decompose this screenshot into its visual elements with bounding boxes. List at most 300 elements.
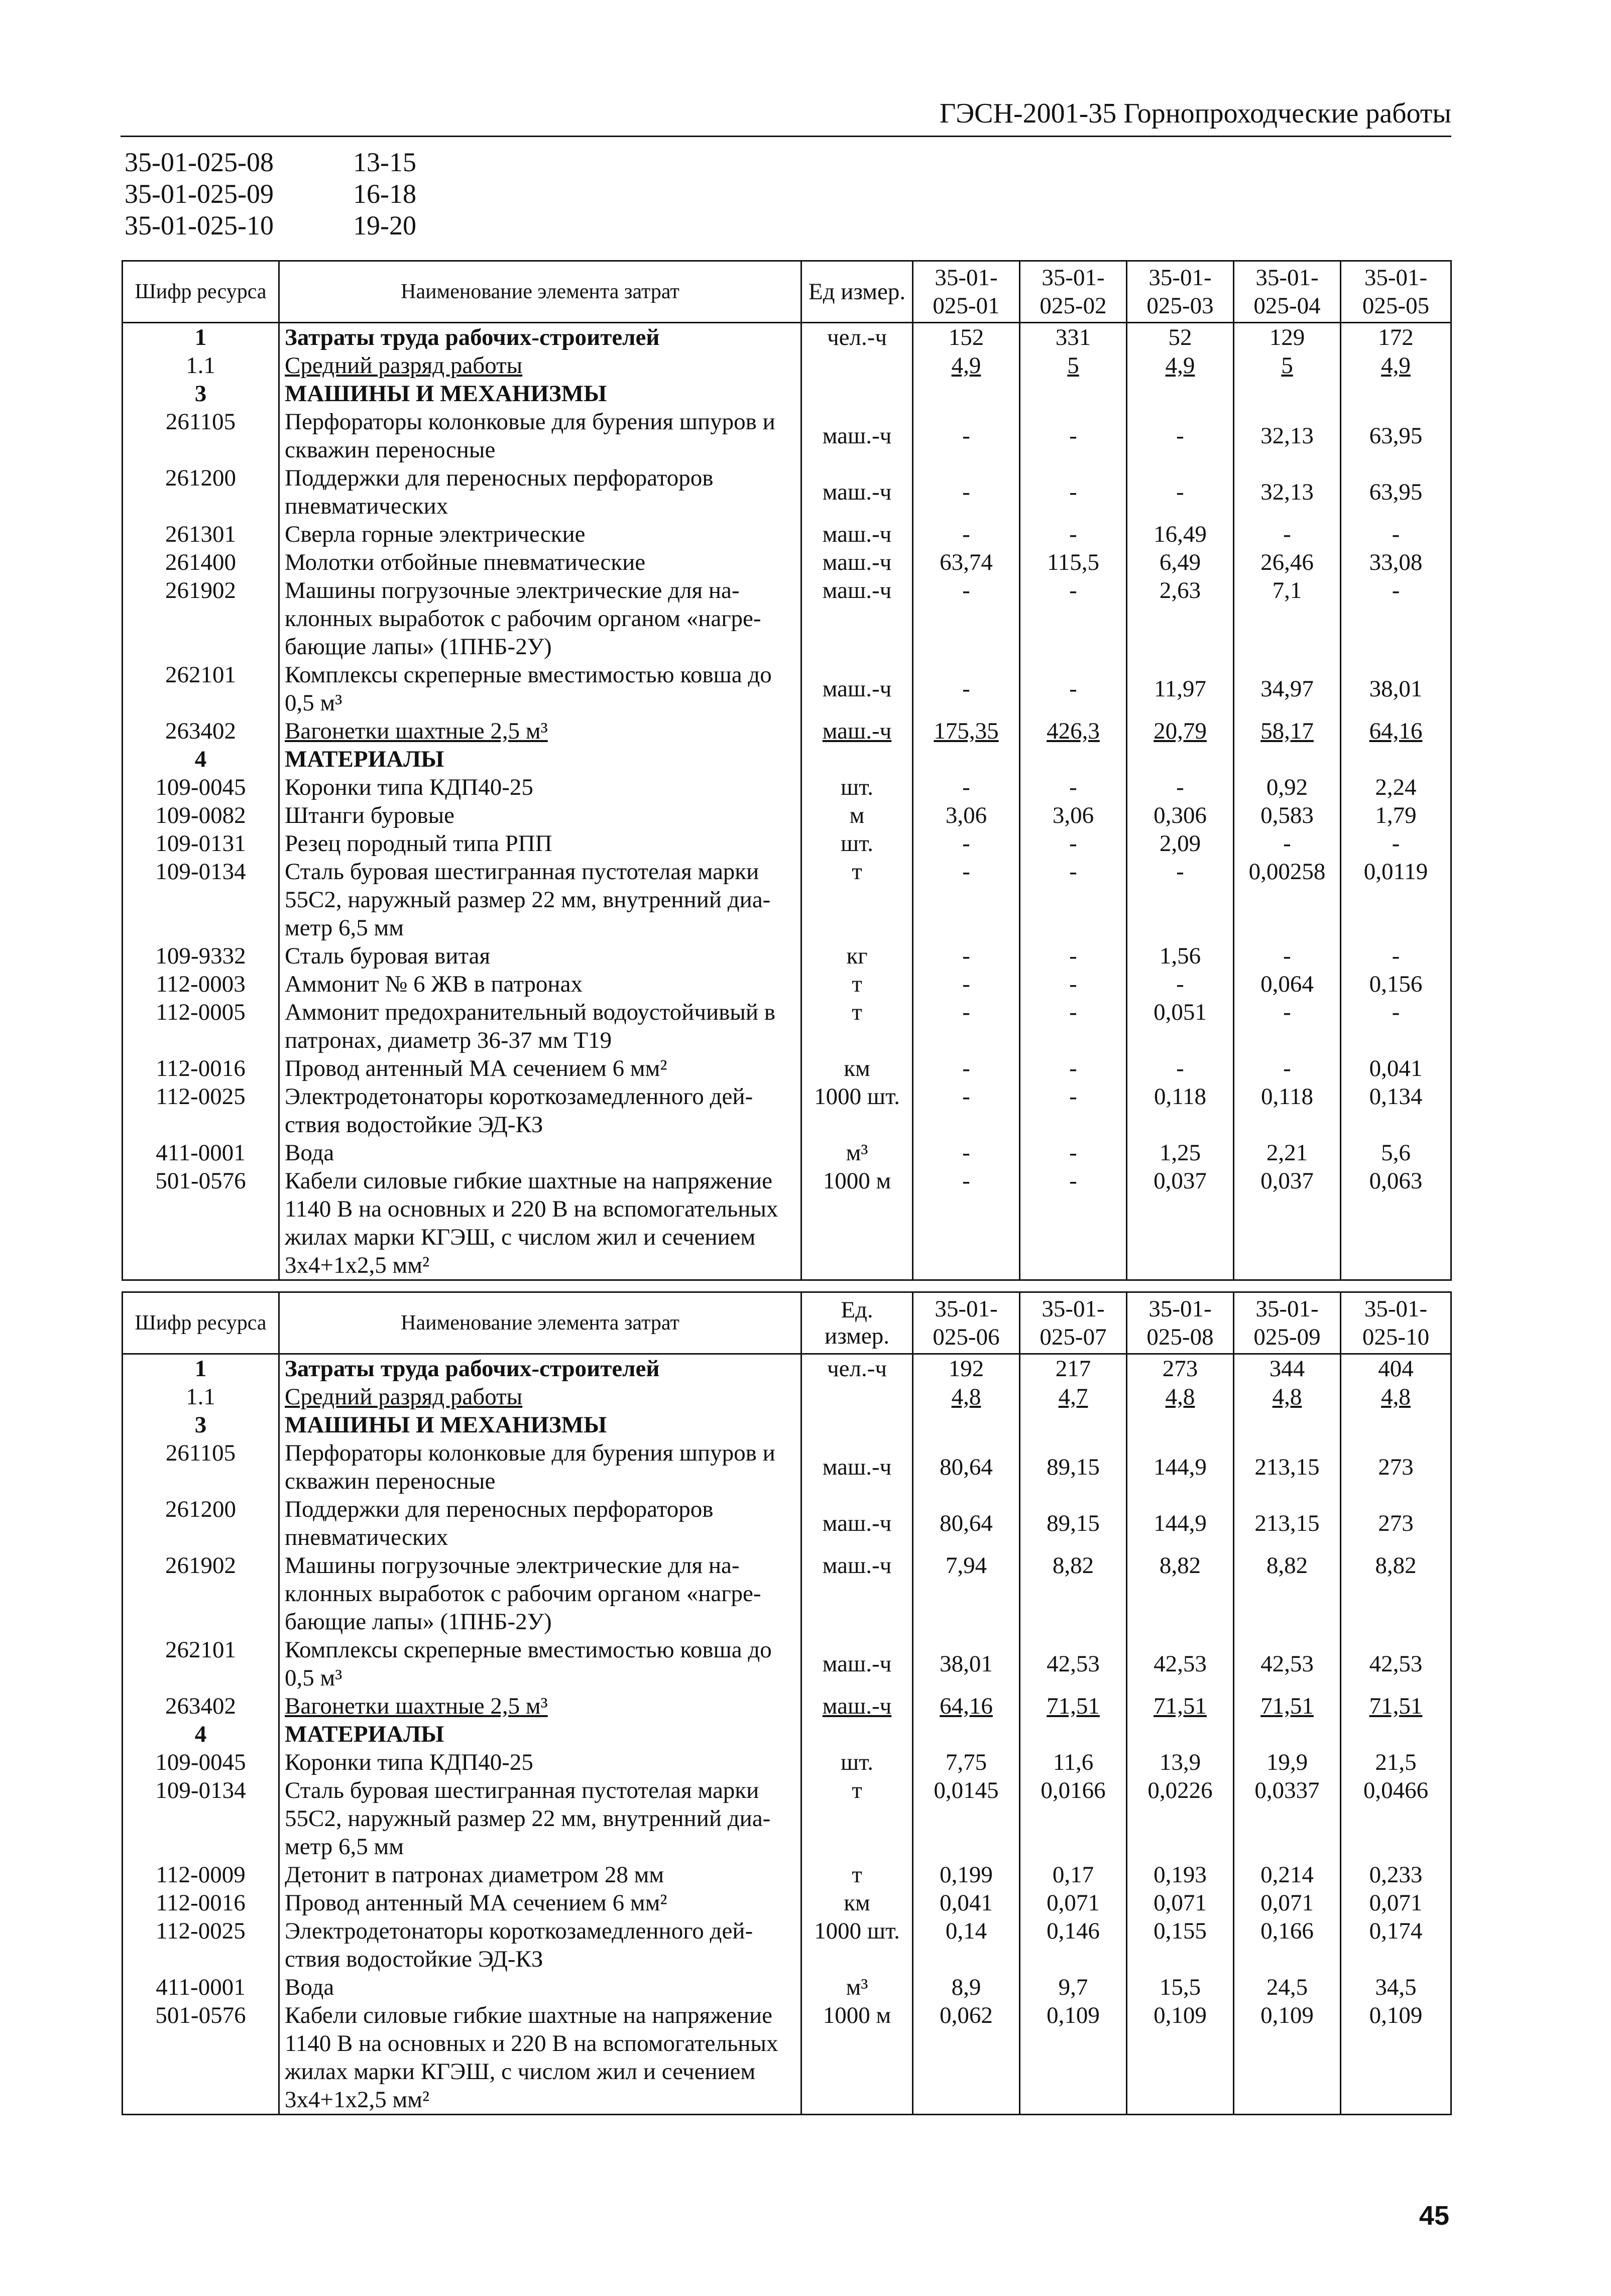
resource-name-line: ствия водостойкие ЭД-КЗ: [285, 1946, 543, 1972]
value-cell: [1020, 1720, 1127, 1748]
value-cell: -: [913, 858, 1020, 942]
value-cell: 273: [1341, 1439, 1451, 1495]
resource-code: 263402: [123, 717, 279, 745]
resource-name-line: метр 6,5 мм: [285, 915, 404, 941]
resource-name-line: патронах, диаметр 36-37 мм Т19: [285, 1027, 612, 1053]
value-cell: 4,8: [1234, 1383, 1341, 1411]
table-row: [123, 801, 1451, 829]
value-cell: 19,9: [1234, 1748, 1341, 1776]
resource-code: 109-9332: [123, 942, 279, 970]
resource-name: [279, 745, 801, 773]
value-cell: [1020, 1411, 1127, 1439]
resource-name-line: Аммонит № 6 ЖВ в патронах: [285, 971, 583, 997]
value-cell: -: [1020, 998, 1127, 1054]
resource-name: [279, 1776, 801, 1861]
value-cell: -: [913, 1167, 1020, 1280]
value-cell: 0,071: [1341, 1889, 1451, 1917]
value-cell: -: [913, 520, 1020, 548]
table-row: [123, 2001, 1451, 2115]
value-cell: 5,6: [1341, 1139, 1451, 1167]
value-cell: 273: [1127, 1354, 1234, 1383]
value-cell: 80,64: [913, 1439, 1020, 1495]
unit-cell: [801, 1383, 913, 1411]
resource-name: [279, 998, 801, 1054]
value-cell: -: [1020, 520, 1127, 548]
value-cell: -: [1020, 858, 1127, 942]
value-cell: 0,92: [1234, 773, 1341, 801]
value-cell: 0,109: [1020, 2001, 1127, 2115]
value-cell: 3,06: [1020, 801, 1127, 829]
resource-code: 1: [123, 323, 279, 352]
value-cell: 0,109: [1234, 2001, 1341, 2115]
unit-cell: маш.-ч: [801, 548, 913, 576]
value-cell: 26,46: [1234, 548, 1341, 576]
value-cell: 8,82: [1234, 1551, 1341, 1636]
header-code: Шифр ресурса: [123, 1292, 279, 1354]
value-cell: 0,199: [913, 1861, 1020, 1889]
resource-name-line: Электродетонаторы короткозамедленного дей-: [285, 1918, 753, 1944]
resource-name-line: Машины погрузочные электрические для на-: [285, 577, 740, 603]
value-cell: -: [1234, 829, 1341, 858]
value-cell: 331: [1020, 323, 1127, 352]
value-cell: 0,306: [1127, 801, 1234, 829]
resource-name-line: 0,5 м³: [285, 690, 342, 716]
resource-name-line: Перфораторы колонковые для бурения шпуров и: [285, 409, 775, 435]
resource-name: [279, 1354, 801, 1383]
table-row: [123, 408, 1451, 464]
table-row: [123, 1692, 1451, 1720]
resource-name: [279, 1551, 801, 1636]
value-cell: 42,53: [1127, 1636, 1234, 1692]
reference-row: [125, 210, 416, 241]
resource-code: 112-0005: [123, 998, 279, 1054]
value-cell: 273: [1341, 1495, 1451, 1551]
value-cell: -: [1341, 998, 1451, 1054]
value-cell: 0,041: [913, 1889, 1020, 1917]
unit-cell: маш.-ч: [801, 1495, 913, 1551]
unit-cell: т: [801, 970, 913, 998]
header-code: Шифр ресурса: [123, 261, 279, 323]
unit-cell: маш.-ч: [801, 1551, 913, 1636]
resource-name: [279, 1082, 801, 1139]
value-cell: 16,49: [1127, 520, 1234, 548]
resource-name-line: Сталь буровая витая: [285, 943, 491, 969]
value-cell: -: [1020, 1082, 1127, 1139]
resource-table-1: [122, 260, 1452, 1281]
value-cell: -: [913, 773, 1020, 801]
value-cell: 0,062: [913, 2001, 1020, 2115]
header-title: ГЭСН-2001-35 Горнопроходческие работы: [939, 98, 1451, 129]
resource-code: 109-0134: [123, 858, 279, 942]
resource-code: 1.1: [123, 1383, 279, 1411]
value-cell: 63,95: [1341, 408, 1451, 464]
resource-name-line: пневматических: [285, 493, 448, 519]
resource-code: 3: [123, 1411, 279, 1439]
value-cell: 0,14: [913, 1917, 1020, 1973]
resource-name-line: Перфораторы колонковые для бурения шпуров и: [285, 1440, 775, 1466]
value-cell: -: [913, 998, 1020, 1054]
resource-name-line: жилах марки КГЭШ, с числом жил и сечением: [285, 1224, 756, 1250]
value-cell: [1234, 1720, 1341, 1748]
resource-name-line: Вагонетки шахтные 2,5 м³: [285, 718, 548, 744]
table-row: [123, 1139, 1451, 1167]
table-row: [123, 1354, 1451, 1383]
value-cell: 71,51: [1020, 1692, 1127, 1720]
unit-cell: маш.-ч: [801, 661, 913, 717]
table-row: [123, 1495, 1451, 1551]
table-body: [123, 323, 1451, 1280]
unit-cell: [801, 745, 913, 773]
resource-name-line: Сталь буровая шестигранная пустотелая марки: [285, 859, 759, 885]
reference-row: [125, 178, 416, 210]
resource-name: [279, 801, 801, 829]
header-col-2: 35-01- 025-02: [1020, 261, 1127, 323]
value-cell: [1341, 380, 1451, 408]
value-cell: [913, 745, 1020, 773]
resource-code: 261902: [123, 1551, 279, 1636]
value-cell: -: [1127, 408, 1234, 464]
resource-name-line: Коронки типа КДП40-25: [285, 774, 533, 800]
resource-name-line: Затраты труда рабочих-строителей: [285, 1356, 660, 1382]
unit-cell: чел.-ч: [801, 323, 913, 352]
table-row: [123, 1861, 1451, 1889]
table-row: [123, 1917, 1451, 1973]
value-cell: 8,82: [1341, 1551, 1451, 1636]
table-row: [123, 773, 1451, 801]
value-cell: 2,09: [1127, 829, 1234, 858]
resource-name: [279, 1973, 801, 2001]
value-cell: 0,233: [1341, 1861, 1451, 1889]
value-cell: 71,51: [1234, 1692, 1341, 1720]
resource-name: [279, 1167, 801, 1280]
value-cell: 34,5: [1341, 1973, 1451, 2001]
table-row: [123, 998, 1451, 1054]
reference-code: 35-01-025-08: [125, 147, 274, 177]
table-row: [123, 1973, 1451, 2001]
value-cell: -: [913, 576, 1020, 661]
value-cell: 2,24: [1341, 773, 1451, 801]
header-name: Наименование элемента затрат: [279, 261, 801, 323]
table-row: [123, 464, 1451, 520]
value-cell: 71,51: [1341, 1692, 1451, 1720]
table-row: [123, 1411, 1451, 1439]
value-cell: -: [1020, 408, 1127, 464]
value-cell: [913, 1411, 1020, 1439]
value-cell: 0,051: [1127, 998, 1234, 1054]
value-cell: 213,15: [1234, 1439, 1341, 1495]
value-cell: 13,9: [1127, 1748, 1234, 1776]
table-row: [123, 323, 1451, 352]
table-row: [123, 717, 1451, 745]
value-cell: [913, 380, 1020, 408]
value-cell: 4,8: [1341, 1383, 1451, 1411]
table-row: [123, 970, 1451, 998]
resource-code: 109-0045: [123, 773, 279, 801]
resource-code: 261902: [123, 576, 279, 661]
value-cell: -: [1127, 970, 1234, 998]
value-cell: 21,5: [1341, 1748, 1451, 1776]
value-cell: [1127, 1720, 1234, 1748]
unit-cell: км: [801, 1054, 913, 1082]
unit-cell: маш.-ч: [801, 520, 913, 548]
unit-cell: маш.-ч: [801, 408, 913, 464]
value-cell: 0,041: [1341, 1054, 1451, 1082]
value-cell: [1020, 380, 1127, 408]
resource-code: 112-0025: [123, 1917, 279, 1973]
resource-code: 262101: [123, 1636, 279, 1692]
value-cell: 4,8: [913, 1383, 1020, 1411]
value-cell: -: [1341, 942, 1451, 970]
header-col-3: 35-01- 025-08: [1127, 1292, 1234, 1354]
unit-cell: [801, 351, 913, 380]
value-cell: [1234, 1411, 1341, 1439]
value-cell: 0,109: [1341, 2001, 1451, 2115]
value-cell: 426,3: [1020, 717, 1127, 745]
value-cell: [1020, 745, 1127, 773]
resource-code: 4: [123, 745, 279, 773]
resource-name: [279, 858, 801, 942]
resource-code: 112-0016: [123, 1889, 279, 1917]
resource-name: [279, 829, 801, 858]
table-row: [123, 661, 1451, 717]
value-cell: 0,155: [1127, 1917, 1234, 1973]
resource-name-line: Машины погрузочные электрические для на-: [285, 1552, 740, 1579]
resource-name: [279, 548, 801, 576]
value-cell: 1,79: [1341, 801, 1451, 829]
value-cell: 2,63: [1127, 576, 1234, 661]
value-cell: [1341, 1720, 1451, 1748]
resource-name: [279, 1692, 801, 1720]
resource-name: [279, 520, 801, 548]
resource-name-line: 55С2, наружный размер 22 мм, внутренний диа-: [285, 1805, 771, 1832]
unit-cell: шт.: [801, 829, 913, 858]
table-body: [123, 1354, 1451, 2115]
resource-name: [279, 1383, 801, 1411]
value-cell: 0,0145: [913, 1776, 1020, 1861]
resource-code: 263402: [123, 1692, 279, 1720]
value-cell: 0,17: [1020, 1861, 1127, 1889]
value-cell: 15,5: [1127, 1973, 1234, 2001]
resource-name: [279, 1861, 801, 1889]
value-cell: [1127, 380, 1234, 408]
resource-name-line: 55С2, наружный размер 22 мм, внутренний диа-: [285, 887, 771, 913]
resource-name: [279, 1139, 801, 1167]
header-col-1: 35-01- 025-06: [913, 1292, 1020, 1354]
resource-code: 261105: [123, 408, 279, 464]
unit-cell: [801, 1720, 913, 1748]
resource-table-2: [122, 1291, 1452, 2115]
value-cell: -: [913, 970, 1020, 998]
resource-code: 501-0576: [123, 1167, 279, 1280]
value-cell: 0,0166: [1020, 1776, 1127, 1861]
value-cell: 0,037: [1234, 1167, 1341, 1280]
unit-cell: маш.-ч: [801, 1692, 913, 1720]
value-cell: -: [1020, 1139, 1127, 1167]
value-cell: -: [1234, 520, 1341, 548]
unit-cell: 1000 шт.: [801, 1917, 913, 1973]
value-cell: 0,109: [1127, 2001, 1234, 2115]
unit-cell: км: [801, 1889, 913, 1917]
value-cell: 192: [913, 1354, 1020, 1383]
resource-name-line: Поддержки для переносных перфораторов: [285, 1496, 714, 1522]
resource-code: 411-0001: [123, 1973, 279, 2001]
table-row: [123, 1054, 1451, 1082]
table-row: [123, 1720, 1451, 1748]
value-cell: 42,53: [1341, 1636, 1451, 1692]
resource-code: 112-0009: [123, 1861, 279, 1889]
value-cell: 175,35: [913, 717, 1020, 745]
resource-code: 261301: [123, 520, 279, 548]
table-row: [123, 1383, 1451, 1411]
resource-name-line: скважин переносные: [285, 437, 496, 463]
resource-name: [279, 1917, 801, 1973]
resource-name: [279, 2001, 801, 2115]
resource-name: [279, 576, 801, 661]
value-cell: 7,75: [913, 1748, 1020, 1776]
table-row: [123, 548, 1451, 576]
value-cell: -: [1020, 970, 1127, 998]
resource-name: [279, 380, 801, 408]
table-row: [123, 1636, 1451, 1692]
resource-name-line: Электродетонаторы короткозамедленного дей-: [285, 1083, 753, 1110]
resource-name: [279, 1495, 801, 1551]
value-cell: 0,166: [1234, 1917, 1341, 1973]
resource-name-line: скважин переносные: [285, 1468, 496, 1494]
resource-name-line: Вода: [285, 1140, 334, 1166]
value-cell: -: [913, 1139, 1020, 1167]
resource-name-line: Кабели силовые гибкие шахтные на напряжение: [285, 2002, 772, 2028]
value-cell: 20,79: [1127, 717, 1234, 745]
unit-cell: чел.-ч: [801, 1354, 913, 1383]
value-cell: 7,94: [913, 1551, 1020, 1636]
header-col-4: 35-01- 025-09: [1234, 1292, 1341, 1354]
resource-name-line: 3х4+1х2,5 мм²: [285, 2087, 430, 2113]
resource-name-line: Сверла горные электрические: [285, 521, 586, 547]
header-col-3: 35-01- 025-03: [1127, 261, 1234, 323]
unit-cell: кг: [801, 942, 913, 970]
value-cell: 52: [1127, 323, 1234, 352]
resource-name-line: клонных выработок с рабочим органом «нагре-: [285, 1581, 761, 1607]
value-cell: [1127, 1411, 1234, 1439]
value-cell: -: [1020, 661, 1127, 717]
table-row: [123, 942, 1451, 970]
resource-name-line: Вода: [285, 1974, 334, 2000]
value-cell: [1234, 745, 1341, 773]
value-cell: 4,9: [913, 351, 1020, 380]
reference-pages: 19-20: [353, 210, 416, 240]
value-cell: -: [1020, 576, 1127, 661]
value-cell: -: [1020, 829, 1127, 858]
value-cell: 4,9: [1127, 351, 1234, 380]
value-cell: 129: [1234, 323, 1341, 352]
value-cell: -: [1127, 464, 1234, 520]
header-unit: Ед измер.: [801, 261, 913, 323]
table-row: [123, 1889, 1451, 1917]
unit-cell: т: [801, 858, 913, 942]
value-cell: 144,9: [1127, 1495, 1234, 1551]
value-cell: 0,146: [1020, 1917, 1127, 1973]
value-cell: 64,16: [913, 1692, 1020, 1720]
value-cell: 5: [1234, 351, 1341, 380]
header-col-5: 35-01- 025-10: [1341, 1292, 1451, 1354]
resource-name: [279, 351, 801, 380]
unit-cell: маш.-ч: [801, 1636, 913, 1692]
resource-code: 501-0576: [123, 2001, 279, 2115]
resource-name: [279, 1889, 801, 1917]
unit-cell: м³: [801, 1139, 913, 1167]
value-cell: 0,064: [1234, 970, 1341, 998]
table-row: [123, 1776, 1451, 1861]
value-cell: -: [913, 942, 1020, 970]
value-cell: 24,5: [1234, 1973, 1341, 2001]
reference-code: 35-01-025-09: [125, 179, 274, 209]
resource-name-line: 0,5 м³: [285, 1665, 342, 1691]
reference-code: 35-01-025-10: [125, 210, 274, 240]
value-cell: 2,21: [1234, 1139, 1341, 1167]
resource-name-line: Резец породный типа РПП: [285, 830, 552, 857]
value-cell: 5: [1020, 351, 1127, 380]
table-row: [123, 1551, 1451, 1636]
resource-name-line: 3х4+1х2,5 мм²: [285, 1252, 430, 1278]
value-cell: [1234, 380, 1341, 408]
resource-name-line: Средний разряд работы: [285, 1384, 523, 1410]
value-cell: 0,0466: [1341, 1776, 1451, 1861]
resource-code: 3: [123, 380, 279, 408]
value-cell: -: [913, 1082, 1020, 1139]
running-header: [121, 95, 1451, 137]
value-cell: -: [1341, 829, 1451, 858]
resource-name: [279, 1439, 801, 1495]
value-cell: 0,0119: [1341, 858, 1451, 942]
unit-cell: м: [801, 801, 913, 829]
value-cell: 0,193: [1127, 1861, 1234, 1889]
value-cell: -: [1020, 942, 1127, 970]
value-cell: 9,7: [1020, 1973, 1127, 2001]
resource-name: [279, 773, 801, 801]
unit-cell: маш.-ч: [801, 717, 913, 745]
resource-code: 411-0001: [123, 1139, 279, 1167]
page-number: 45: [1419, 2201, 1449, 2231]
value-cell: 7,1: [1234, 576, 1341, 661]
value-cell: -: [1127, 858, 1234, 942]
resource-name: [279, 408, 801, 464]
value-cell: 8,9: [913, 1973, 1020, 2001]
resource-name-line: МАШИНЫ И МЕХАНИЗМЫ: [285, 1412, 607, 1438]
resource-code: 1.1: [123, 351, 279, 380]
unit-cell: шт.: [801, 773, 913, 801]
value-cell: 0,156: [1341, 970, 1451, 998]
header-unit: Ед. измер.: [801, 1292, 913, 1354]
resource-name-line: Поддержки для переносных перфораторов: [285, 465, 714, 491]
value-cell: 4,8: [1127, 1383, 1234, 1411]
reference-pages: 16-18: [353, 179, 416, 209]
resource-name-line: клонных выработок с рабочим органом «нагре-: [285, 606, 761, 632]
value-cell: -: [1127, 1054, 1234, 1082]
resource-name-line: Комплексы скреперные вместимостью ковша до: [285, 662, 772, 688]
value-cell: 344: [1234, 1354, 1341, 1383]
resource-name-line: 1140 В на основных и 220 В на вспомогательных: [285, 1196, 778, 1222]
resource-name: [279, 717, 801, 745]
value-cell: 0,118: [1234, 1082, 1341, 1139]
value-cell: 172: [1341, 323, 1451, 352]
value-cell: 0,071: [1020, 1889, 1127, 1917]
value-cell: 152: [913, 323, 1020, 352]
value-cell: 8,82: [1020, 1551, 1127, 1636]
reference-pages: 13-15: [353, 147, 416, 177]
table-row: [123, 1439, 1451, 1495]
value-cell: 0,00258: [1234, 858, 1341, 942]
resource-name-line: пневматических: [285, 1524, 448, 1550]
